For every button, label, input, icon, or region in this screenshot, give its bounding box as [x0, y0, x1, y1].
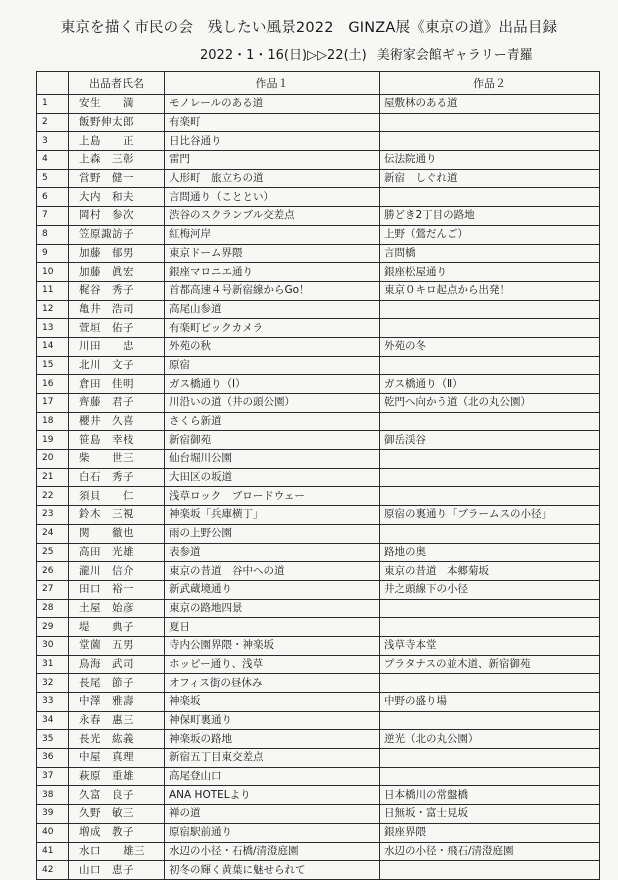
artist-name: 土屋 始彦 — [69, 599, 165, 618]
work-title-2 — [380, 356, 600, 375]
work-title-1: オフィス街の昼休み — [165, 674, 380, 693]
table-row — [37, 487, 600, 506]
work-title-1: 原宿駅前通り — [165, 823, 380, 842]
work-title-2 — [380, 300, 600, 319]
work-title-2 — [380, 132, 600, 151]
work-title-2: 逆光（北の丸公園） — [380, 730, 600, 749]
exhibition-subtitle — [200, 44, 600, 63]
row-number: 23 — [37, 506, 69, 525]
catalog-title: 東京を描く市民の会 残したい風景2022 GINZA展《東京の道》出品目録 — [60, 20, 558, 36]
row-number: 4 — [37, 151, 69, 170]
table-row — [37, 524, 600, 543]
table-row — [37, 95, 600, 114]
work-title-1: 言問通り（こととい） — [165, 188, 380, 207]
artist-name: 瀧川 信介 — [69, 562, 165, 581]
table-row — [37, 300, 600, 319]
artist-name: 久野 敏三 — [69, 805, 165, 824]
artist-name: 関 徹也 — [69, 524, 165, 543]
table-row — [37, 823, 600, 842]
artist-name: 飯野伸太郎 — [69, 113, 165, 132]
table-row — [37, 394, 600, 413]
table-row — [37, 543, 600, 562]
artist-name: 櫻井 久喜 — [69, 412, 165, 431]
artist-name: 堤 典子 — [69, 618, 165, 637]
work-title-2: プラタナスの並木道、新宿御苑 — [380, 655, 600, 674]
artist-name: 中澤 雅壽 — [69, 693, 165, 712]
artist-name: 笹島 幸枝 — [69, 431, 165, 450]
work-title-2: 外苑の冬 — [380, 337, 600, 356]
row-number: 3 — [37, 132, 69, 151]
work-title-2: 言問橋 — [380, 244, 600, 263]
artist-name: 上島 正 — [69, 132, 165, 151]
row-number: 14 — [37, 337, 69, 356]
work-title-1: 新宿御苑 — [165, 431, 380, 450]
column-header-number — [37, 72, 69, 95]
row-number: 9 — [37, 244, 69, 263]
table-header-row — [37, 72, 600, 95]
work-title-2: 銀座界隈 — [380, 823, 600, 842]
table-row — [37, 225, 600, 244]
table-row — [37, 207, 600, 226]
work-title-1: 東京ドーム界隈 — [165, 244, 380, 263]
table-row — [37, 169, 600, 188]
row-number: 31 — [37, 655, 69, 674]
table-row — [37, 188, 600, 207]
work-title-1: 高尾登山口 — [165, 767, 380, 786]
work-title-1: 日比谷通り — [165, 132, 380, 151]
row-number: 25 — [37, 543, 69, 562]
row-number: 38 — [37, 786, 69, 805]
artist-name: 北川 文子 — [69, 356, 165, 375]
row-number: 34 — [37, 711, 69, 730]
table-row — [37, 655, 600, 674]
table-row — [37, 767, 600, 786]
work-title-1: 外苑の秋 — [165, 337, 380, 356]
artist-name: 上森 三彰 — [69, 151, 165, 170]
table-row — [37, 599, 600, 618]
work-title-1: 川沿いの道（井の頭公園） — [165, 394, 380, 413]
column-header-work2: 作品２ — [380, 72, 600, 95]
row-number: 7 — [37, 207, 69, 226]
table-row — [37, 412, 600, 431]
row-number: 15 — [37, 356, 69, 375]
row-number: 27 — [37, 580, 69, 599]
work-title-1: 有楽町 — [165, 113, 380, 132]
catalog-table-body — [37, 95, 600, 880]
table-row — [37, 842, 600, 861]
work-title-2: 水辺の小径・飛石/清澄庭園 — [380, 842, 600, 861]
work-title-1: 新宿五丁目東交差点 — [165, 749, 380, 768]
work-title-2 — [380, 767, 600, 786]
table-row — [37, 356, 600, 375]
work-title-2 — [380, 412, 600, 431]
table-row — [37, 468, 600, 487]
artist-name: 須貝 仁 — [69, 487, 165, 506]
row-number: 2 — [37, 113, 69, 132]
row-number: 26 — [37, 562, 69, 581]
work-title-2: 日本橋川の常盤橋 — [380, 786, 600, 805]
work-title-2: 勝どき2丁目の路地 — [380, 207, 600, 226]
table-row — [37, 263, 600, 282]
row-number: 42 — [37, 861, 69, 880]
work-title-1: 首都高速４号新宿線からGo！ — [165, 281, 380, 300]
row-number: 35 — [37, 730, 69, 749]
artist-name: 鳥海 武司 — [69, 655, 165, 674]
work-title-1: 夏日 — [165, 618, 380, 637]
artist-name: 亀井 浩司 — [69, 300, 165, 319]
artist-name: 川田 忠 — [69, 337, 165, 356]
work-title-1: 神楽坂の路地 — [165, 730, 380, 749]
exhibition-venue: 美術家会館ギャラリー青羅 — [376, 48, 533, 63]
row-number: 19 — [37, 431, 69, 450]
row-number: 20 — [37, 450, 69, 469]
artist-name: 長光 紘義 — [69, 730, 165, 749]
work-title-1: 禅の道 — [165, 805, 380, 824]
table-row — [37, 151, 600, 170]
artist-name: 安生 満 — [69, 95, 165, 114]
work-title-2: 中野の盛り場 — [380, 693, 600, 712]
work-title-2 — [380, 188, 600, 207]
work-title-1: 高尾山参道 — [165, 300, 380, 319]
row-number: 13 — [37, 319, 69, 338]
table-row — [37, 861, 600, 880]
work-title-1: ANA HOTELより — [165, 786, 380, 805]
column-header-work1: 作品１ — [165, 72, 380, 95]
work-title-1: 東京の昔道 谷中への道 — [165, 562, 380, 581]
artist-name: 齊藤 君子 — [69, 394, 165, 413]
work-title-2 — [380, 487, 600, 506]
table-row — [37, 749, 600, 768]
table-row — [37, 244, 600, 263]
row-number: 36 — [37, 749, 69, 768]
artist-name: 永春 惠三 — [69, 711, 165, 730]
work-title-2: 浅草寺本堂 — [380, 636, 600, 655]
table-row — [37, 281, 600, 300]
work-title-1: 紅梅河岸 — [165, 225, 380, 244]
work-title-1: 銀座マロニエ通り — [165, 263, 380, 282]
exhibition-dates: 2022・1・16(日)▷▷22(土) — [200, 48, 367, 63]
work-title-2: 屋敷林のある道 — [380, 95, 600, 114]
work-title-1: ホッピー通り、浅草 — [165, 655, 380, 674]
table-row — [37, 450, 600, 469]
table-row — [37, 337, 600, 356]
work-title-2: 東京０キロ起点から出発！ — [380, 281, 600, 300]
row-number: 10 — [37, 263, 69, 282]
work-title-1: 神楽坂 — [165, 693, 380, 712]
row-number: 37 — [37, 767, 69, 786]
work-title-2 — [380, 450, 600, 469]
artist-name: 倉田 佳明 — [69, 375, 165, 394]
work-title-2 — [380, 524, 600, 543]
artist-name: 堂薗 五男 — [69, 636, 165, 655]
artist-name: 中屋 真理 — [69, 749, 165, 768]
row-number: 21 — [37, 468, 69, 487]
table-row — [37, 132, 600, 151]
row-number: 8 — [37, 225, 69, 244]
work-title-1: 新武蔵境通り — [165, 580, 380, 599]
table-row — [37, 786, 600, 805]
row-number: 40 — [37, 823, 69, 842]
row-number: 11 — [37, 281, 69, 300]
work-title-2 — [380, 113, 600, 132]
work-title-2: 日無坂・富士見坂 — [380, 805, 600, 824]
table-row — [37, 319, 600, 338]
work-title-2: 御岳渓谷 — [380, 431, 600, 450]
row-number: 22 — [37, 487, 69, 506]
table-row — [37, 636, 600, 655]
work-title-1: モノレールのある道 — [165, 95, 380, 114]
artist-name: 水口 雄三 — [69, 842, 165, 861]
work-title-1: 原宿 — [165, 356, 380, 375]
table-row — [37, 730, 600, 749]
artist-name: 鈴木 三視 — [69, 506, 165, 525]
work-title-2: ガス橋通り（Ⅱ） — [380, 375, 600, 394]
work-title-1: 表参道 — [165, 543, 380, 562]
table-row — [37, 674, 600, 693]
work-title-1: 雷門 — [165, 151, 380, 170]
work-title-1: 初冬の輝く黄葉に魅せられて — [165, 861, 380, 880]
table-row — [37, 375, 600, 394]
artist-name: 山口 恵子 — [69, 861, 165, 880]
work-title-1: 大田区の坂道 — [165, 468, 380, 487]
row-number: 18 — [37, 412, 69, 431]
catalog-table — [36, 71, 600, 880]
row-number: 12 — [37, 300, 69, 319]
artist-name: 営野 健一 — [69, 169, 165, 188]
work-title-2: 乾門へ向かう道（北の丸公園） — [380, 394, 600, 413]
artist-name: 萱垣 佑子 — [69, 319, 165, 338]
work-title-2: 東京の昔道 本郷菊坂 — [380, 562, 600, 581]
artist-name: 柴 世三 — [69, 450, 165, 469]
work-title-2 — [380, 468, 600, 487]
column-header-artist: 出品者氏名 — [69, 72, 165, 95]
work-title-1: 雨の上野公園 — [165, 524, 380, 543]
work-title-1: 神保町裏通り — [165, 711, 380, 730]
table-row — [37, 580, 600, 599]
table-row — [37, 618, 600, 637]
work-title-2 — [380, 711, 600, 730]
work-title-2: 伝法院通り — [380, 151, 600, 170]
work-title-1: 人形町 旅立ちの道 — [165, 169, 380, 188]
row-number: 29 — [37, 618, 69, 637]
row-number: 17 — [37, 394, 69, 413]
work-title-1: 仙台堀川公園 — [165, 450, 380, 469]
artist-name: 大内 和夫 — [69, 188, 165, 207]
work-title-1: 渋谷のスクランブル交差点 — [165, 207, 380, 226]
table-row — [37, 431, 600, 450]
work-title-1: ガス橋通り（Ⅰ） — [165, 375, 380, 394]
work-title-2 — [380, 319, 600, 338]
table-row — [37, 113, 600, 132]
work-title-2 — [380, 599, 600, 618]
row-number: 30 — [37, 636, 69, 655]
row-number: 41 — [37, 842, 69, 861]
work-title-2: 原宿の裏通り「ブラームスの小径」 — [380, 506, 600, 525]
table-row — [37, 711, 600, 730]
row-number: 6 — [37, 188, 69, 207]
work-title-2 — [380, 749, 600, 768]
row-number: 5 — [37, 169, 69, 188]
work-title-2 — [380, 861, 600, 880]
work-title-2: 井之頭線下の小径 — [380, 580, 600, 599]
artist-name: 加藤 郁男 — [69, 244, 165, 263]
artist-name: 増成 教子 — [69, 823, 165, 842]
artist-name: 長尾 節子 — [69, 674, 165, 693]
work-title-1: 有楽町ビックカメラ — [165, 319, 380, 338]
work-title-1: 水辺の小径・石橋/清澄庭園 — [165, 842, 380, 861]
table-row — [37, 506, 600, 525]
work-title-2 — [380, 674, 600, 693]
artist-name: 久富 良子 — [69, 786, 165, 805]
work-title-1: 東京の路地四景 — [165, 599, 380, 618]
artist-name: 梶谷 秀子 — [69, 281, 165, 300]
row-number: 32 — [37, 674, 69, 693]
work-title-2: 上野（鶯だんご） — [380, 225, 600, 244]
work-title-1: 浅草ロック ブロードウェー — [165, 487, 380, 506]
work-title-2 — [380, 618, 600, 637]
row-number: 33 — [37, 693, 69, 712]
work-title-1: 寺内公園界隈・神楽坂 — [165, 636, 380, 655]
row-number: 28 — [37, 599, 69, 618]
artist-name: 萩原 重雄 — [69, 767, 165, 786]
artist-name: 白石 秀子 — [69, 468, 165, 487]
artist-name: 笠原諏訪子 — [69, 225, 165, 244]
table-row — [37, 562, 600, 581]
work-title-1: 神楽坂「兵庫横丁」 — [165, 506, 380, 525]
row-number: 16 — [37, 375, 69, 394]
artist-name: 田口 裕一 — [69, 580, 165, 599]
work-title-2: 新宿 しぐれ道 — [380, 169, 600, 188]
row-number: 39 — [37, 805, 69, 824]
work-title-1: さくら新道 — [165, 412, 380, 431]
artist-name: 岡村 参次 — [69, 207, 165, 226]
artist-name: 加藤 眞宏 — [69, 263, 165, 282]
table-row — [37, 805, 600, 824]
artist-name: 高田 光雄 — [69, 543, 165, 562]
row-number: 1 — [37, 95, 69, 114]
table-row — [37, 693, 600, 712]
row-number: 24 — [37, 524, 69, 543]
work-title-2: 路地の奥 — [380, 543, 600, 562]
work-title-2: 銀座松屋通り — [380, 263, 600, 282]
